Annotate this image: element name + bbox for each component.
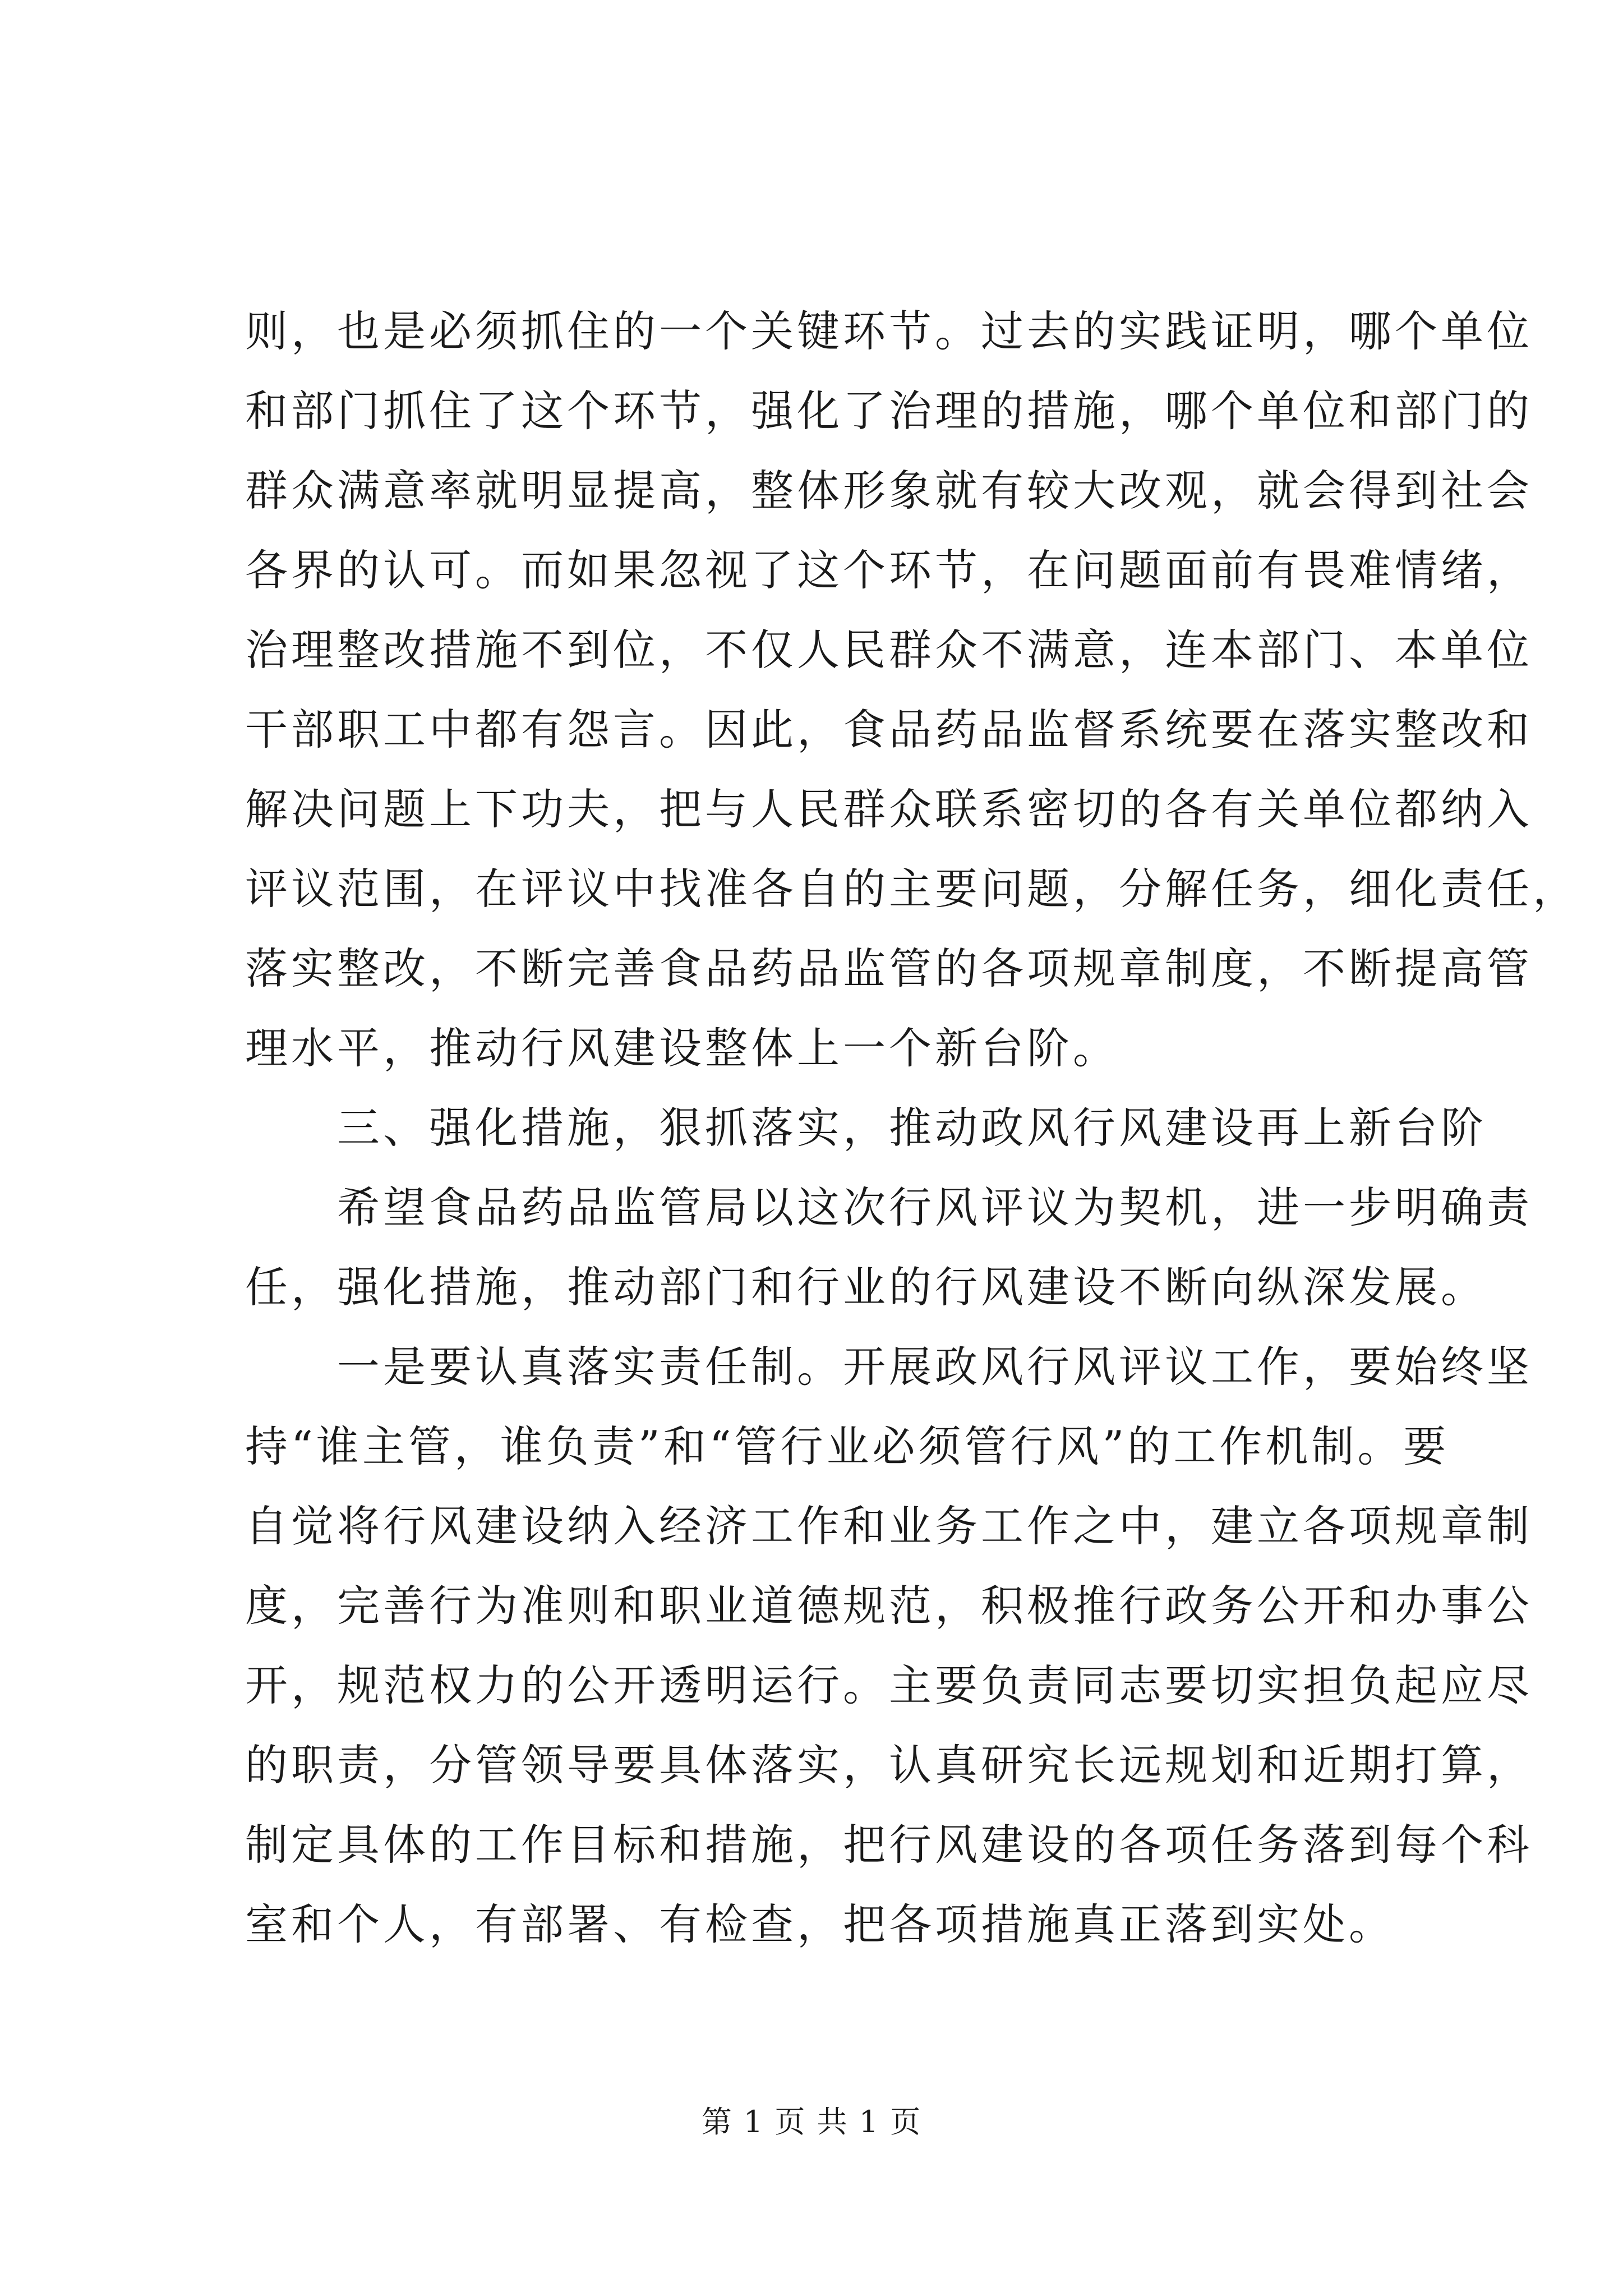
- text-line-18: 开，规范权力的公开透明运行。主要负责同志要切实担负起应尽: [245, 1660, 1533, 1710]
- text-line-12: 希望食品药品监管局以这次行风评议为契机，进一步明确责: [337, 1182, 1533, 1232]
- text-line-21: 室和个人，有部署、有检查，把各项措施真正落到实处。: [245, 1899, 1395, 1949]
- text-line-20: 制定具体的工作目标和措施，把行风建设的各项任务落到每个科: [245, 1820, 1533, 1870]
- text-line-9: 落实整改，不断完善食品药品监管的各项规章制度，不断提高管: [245, 944, 1533, 993]
- text-line-10: 理水平，推动行风建设整体上一个新台阶。: [245, 1023, 1119, 1073]
- text-line-19: 的职责，分管领导要具体落实，认真研究长远规划和近期打算，: [245, 1740, 1533, 1790]
- page-footer: 第 1 页 共 1 页: [701, 2104, 922, 2139]
- section-heading: 三、强化措施，狠抓落实，推动政风行风建设再上新台阶: [337, 1103, 1487, 1153]
- text-line-6: 干部职工中都有怨言。因此，食品药品监督系统要在落实整改和: [245, 705, 1533, 754]
- text-line-13: 任，强化措施，推动部门和行业的行风建设不断向纵深发展。: [245, 1262, 1487, 1312]
- text-line-4: 各界的认可。而如果忽视了这个环节，在问题面前有畏难情绪，: [245, 545, 1533, 595]
- text-line-5: 治理整改措施不到位，不仅人民群众不满意，连本部门、本单位: [245, 625, 1533, 675]
- text-line-3: 群众满意率就明显提高，整体形象就有较大改观，就会得到社会: [245, 466, 1533, 516]
- text-line-7: 解决问题上下功夫，把与人民群众联系密切的各有关单位都纳入: [245, 784, 1533, 834]
- text-line-2: 和部门抓住了这个环节，强化了治理的措施，哪个单位和部门的: [245, 386, 1533, 436]
- text-line-16: 自觉将行风建设纳入经济工作和业务工作之中，建立各项规章制: [245, 1501, 1533, 1551]
- text-line-8: 评议范围，在评议中找准各自的主要问题，分解任务，细化责任，: [245, 864, 1579, 914]
- text-line-15: 持“谁主管，谁负责”和“管行业必须管行风”的工作机制。要: [245, 1421, 1450, 1471]
- text-line-1: 则，也是必须抓住的一个关键环节。过去的实践证明，哪个单位: [245, 306, 1533, 356]
- text-line-17: 度，完善行为准则和职业道德规范，积极推行政务公开和办事公: [245, 1581, 1533, 1631]
- text-line-14: 一是要认真落实责任制。开展政风行风评议工作，要始终坚: [337, 1342, 1533, 1392]
- body-text: [245, 292, 1579, 1964]
